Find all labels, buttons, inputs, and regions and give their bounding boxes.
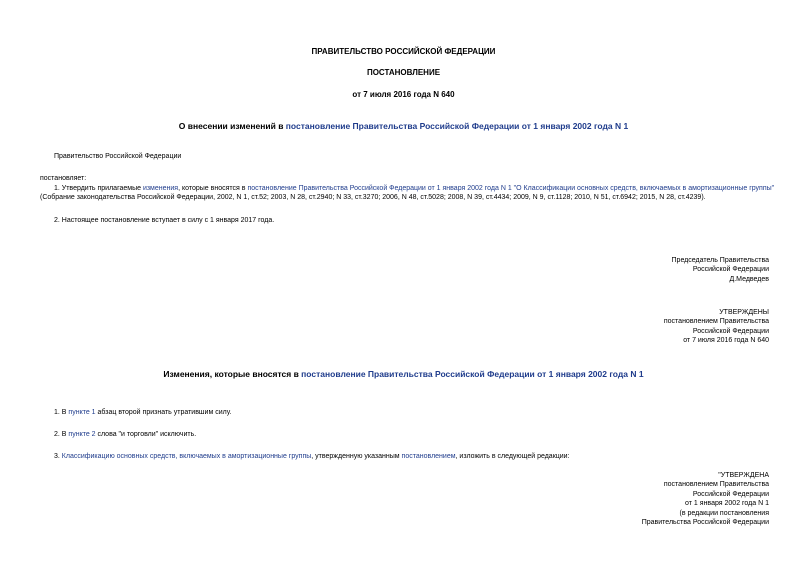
item-1-text-c: (Собрание законодательства Российской Федерации, 2002, N 1, ст.52; 2003, N 28, ст.2940; N 33, ст.3270; 2006, N 48, ст.5028; 2008, N 39, ст.4434; 2009, N 9, ст.1128; 2010, N 51, ст.6942; 2015, N 28, ст.4239).: [40, 194, 706, 202]
doc-date-number: от 7 июля 2016 года N 640: [352, 90, 455, 99]
change-1-text-a: 1. В: [54, 409, 69, 416]
change-2-text-b: слова "и торговли" исключить.: [95, 431, 197, 438]
classification-link[interactable]: Классификацию основных средств, включаемых в амортизационные группы: [61, 453, 312, 460]
doc-type-heading: ПОСТАНОВЛЕНИЕ: [366, 68, 441, 77]
change-3-paragraph: [54, 452, 570, 461]
decrees-line: постановляет:: [40, 175, 87, 182]
approved-block: [469, 308, 769, 346]
document-title-link[interactable]: постановление Правительства Российской Федерации от 1 января 2002 года N 1: [285, 121, 629, 131]
change-2-paragraph: [54, 430, 196, 439]
item-1-text-b: , которые вносятся в: [178, 185, 248, 192]
change-2-text-a: 2. В: [54, 431, 69, 438]
approved-2-line-1: "УТВЕРЖДЕНА: [718, 472, 769, 479]
approved-2-line-6: Правительства Российской Федерации: [641, 519, 769, 527]
changes-title: [0, 369, 807, 380]
approved-line-1: УТВЕРЖДЕНЫ: [719, 309, 769, 316]
approved-line-4: от 7 июля 2016 года N 640: [683, 337, 769, 345]
item-2-paragraph: 2. Настоящее постановление вступает в силу с 1 января 2017 года.: [54, 217, 275, 224]
change-3-text-a: 3.: [54, 453, 62, 460]
approved-2-block: [469, 471, 769, 528]
change-3-text-c: , изложить в следующей редакции:: [455, 453, 570, 460]
approved-2-line-4: от 1 января 2002 года N 1: [685, 500, 769, 508]
changes-title-prefix: Изменения, которые вносятся в: [163, 369, 302, 379]
point-1-link[interactable]: пункте 1: [68, 409, 96, 416]
item-1-text-a: 1. Утвердить прилагаемые: [54, 185, 143, 192]
point-2-link[interactable]: пункте 2: [68, 431, 96, 438]
document-title: [0, 121, 807, 132]
approved-2-line-5: (в редакции постановления: [679, 509, 769, 517]
changes-link[interactable]: изменения: [142, 185, 179, 192]
signature-block: [469, 256, 769, 284]
government-heading: ПРАВИТЕЛЬСТВО РОССИЙСКОЙ ФЕДЕРАЦИИ: [311, 47, 496, 56]
approved-line-2: постановлением Правительства: [663, 318, 769, 326]
item-1-paragraph: [40, 184, 775, 203]
government-line: Правительство Российской Федерации: [54, 153, 182, 160]
approved-line-3: Российской Федерации: [692, 327, 769, 335]
change-1-paragraph: [54, 408, 231, 417]
approved-2-line-2: постановлением Правительства: [663, 481, 769, 489]
changes-title-link[interactable]: постановление Правительства Российской Федерации от 1 января 2002 года N 1: [301, 369, 644, 379]
approved-2-line-3: Российской Федерации: [692, 490, 769, 498]
decree-2002-link[interactable]: постановление Правительства Российской Федерации от 1 января 2002 года N 1 "О Классификации основных средств, включаемых в амортизационные группы": [247, 185, 775, 192]
change-3-text-b: , утвержденную указанным: [311, 453, 402, 460]
document-title-prefix: О внесении изменений в: [178, 121, 286, 131]
change-1-text-b: абзац второй признать утратившим силу.: [95, 409, 232, 416]
signature-line-3: Д.Медведев: [729, 275, 769, 283]
signature-line-1: Председатель Правительства: [671, 257, 769, 264]
decree-link[interactable]: постановлением: [401, 453, 456, 460]
signature-line-2: Российской Федерации: [692, 266, 769, 274]
